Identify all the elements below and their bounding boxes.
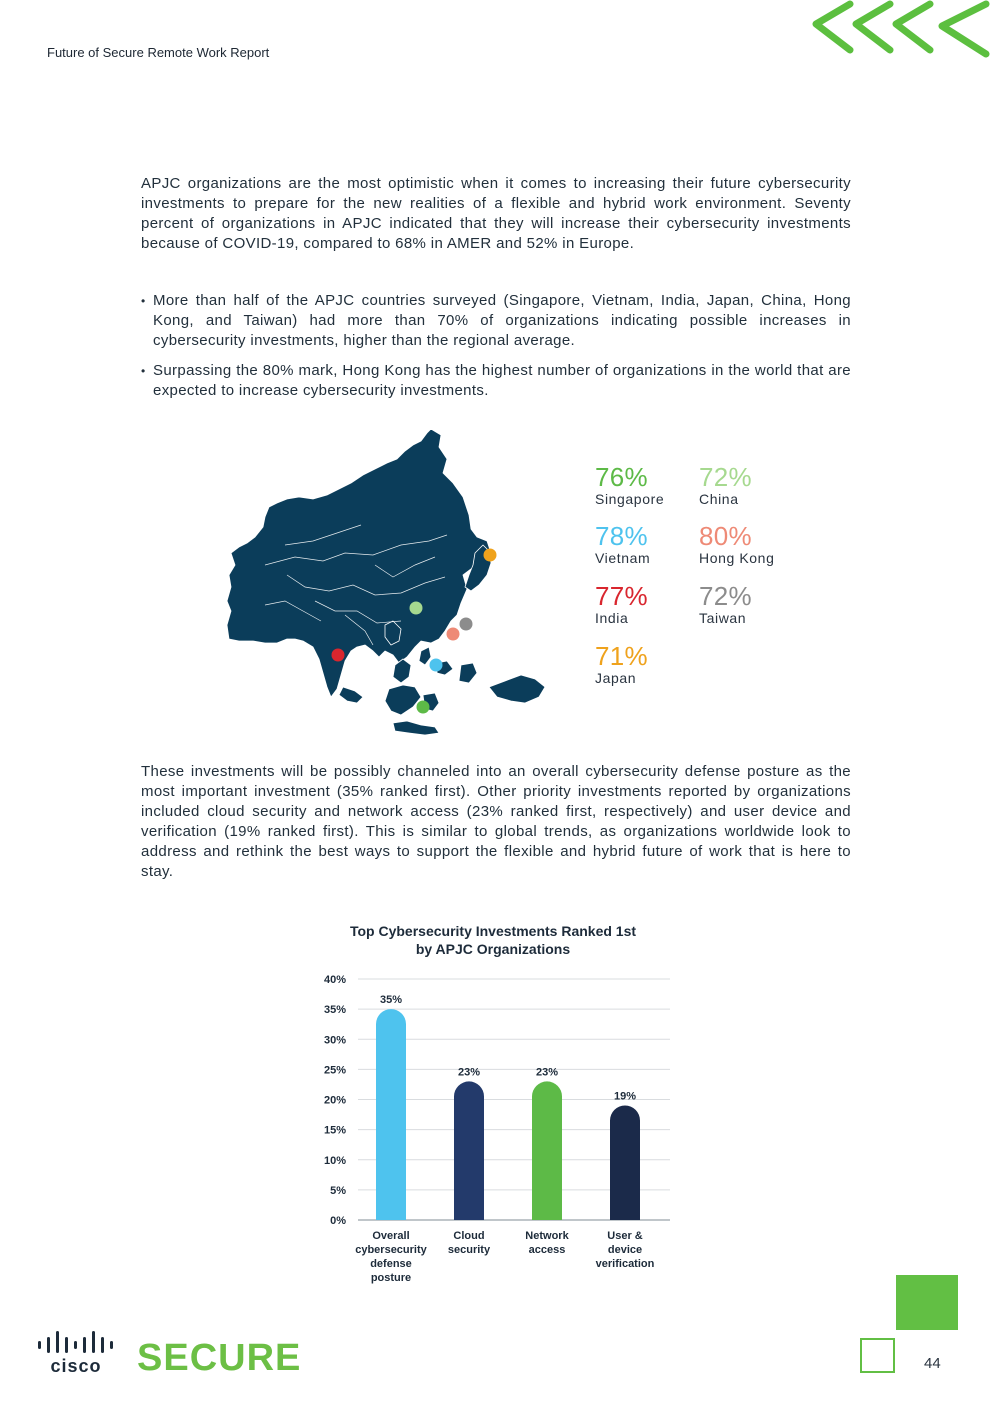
bar	[532, 1081, 562, 1220]
stat-china	[699, 463, 809, 507]
stat-taiwan	[699, 582, 809, 626]
stat-country: Hong Kong	[699, 550, 775, 566]
stat-percent: 71%	[595, 641, 648, 671]
y-tick-label: 30%	[323, 1034, 346, 1047]
investment-paragraph: These investments will be possibly channeled into an overall cybersecurity defense posture as the most important investment (35% ranked first). Other priority investments reported by organizations included cloud security and network access (23% ranked first, respectively) and user device and verification (19% ranked first). This is similar to global trends, as organizations worldwide look to address and rethink the best ways to support the flexible and hybrid future of work that is here to stay.	[141, 763, 851, 880]
y-tick-label: 0%	[330, 1215, 346, 1227]
bar-value-label: 23%	[457, 1066, 481, 1079]
bullet-list	[141, 291, 851, 411]
stat-percent: 72%	[699, 462, 752, 492]
stat-india	[595, 582, 705, 626]
y-tick-label: 15%	[323, 1124, 346, 1137]
bullet-item: • Surpassing the 80% mark, Hong Kong has the highest number of organizations in the world that are expected to increase cybersecurity investments.	[141, 361, 851, 401]
y-tick-label: 25%	[323, 1064, 346, 1077]
y-tick-label: 10%	[323, 1154, 346, 1167]
cisco-wordmark: cisco	[50, 1356, 102, 1376]
stat-vietnam	[595, 522, 705, 566]
x-tick-label: verification	[595, 1258, 655, 1270]
investment-bar-chart	[300, 915, 700, 1295]
x-tick-label: access	[528, 1244, 566, 1256]
taiwan-marker	[460, 618, 473, 631]
stat-country: India	[595, 610, 629, 626]
stat-japan	[595, 642, 705, 686]
bar-value-label: 23%	[535, 1066, 559, 1079]
stat-country: Taiwan	[699, 610, 747, 626]
x-tick-label: security	[447, 1244, 491, 1256]
bar	[376, 1009, 406, 1220]
stat-country: Singapore	[595, 491, 665, 507]
stat-singapore	[595, 463, 705, 507]
decorative-outline-square	[860, 1338, 895, 1373]
stat-country: Japan	[595, 670, 637, 686]
vietnam-marker	[430, 659, 443, 672]
stat-hong-kong	[699, 522, 809, 566]
x-tick-label: Cloud	[453, 1230, 485, 1242]
y-tick-label: 5%	[330, 1184, 346, 1197]
bar-value-label: 35%	[379, 994, 403, 1007]
y-tick-label: 35%	[323, 1004, 346, 1017]
japan-marker	[484, 549, 497, 562]
bullet-item: • More than half of the APJC countries surveyed (Singapore, Vietnam, India, Japan, China, Hong Kong, and Taiwan) had more than 70% of organizations indicating possible increases in cybersecurity investments, higher than the regional average.	[141, 291, 851, 351]
stat-percent: 72%	[699, 581, 752, 611]
bar-value-label: 19%	[613, 1090, 637, 1103]
x-tick-label: posture	[370, 1272, 412, 1284]
x-tick-label: defense	[370, 1258, 412, 1270]
x-tick-label: cybersecurity	[355, 1244, 427, 1256]
bar	[454, 1081, 484, 1220]
bar	[610, 1106, 640, 1220]
stat-country: China	[699, 491, 739, 507]
y-tick-label: 40%	[323, 974, 346, 986]
hongkong-marker	[447, 628, 460, 641]
decorative-green-square	[896, 1275, 958, 1330]
x-tick-label: device	[607, 1244, 643, 1256]
stat-percent: 80%	[699, 521, 752, 551]
apjc-map	[225, 425, 565, 740]
stat-country: Vietnam	[595, 550, 651, 566]
intro-paragraph: APJC organizations are the most optimistic when it comes to increasing their future cybersecurity investments to prepare for the new realities of a flexible and hybrid work environment. Seventy percent of organizations in APJC indicated that they will increase their cybersecurity investments because of COVID-19, compared to 68% in AMER and 52% in Europe.	[141, 175, 851, 252]
india-marker	[332, 649, 345, 662]
x-tick-label: Network	[525, 1230, 569, 1242]
stat-percent: 78%	[595, 521, 648, 551]
asia-landmass	[227, 429, 545, 735]
chart-title: Top Cybersecurity Investments Ranked 1st	[349, 923, 637, 939]
page-number: 44	[924, 1355, 941, 1372]
chart-title: by APJC Organizations	[415, 941, 571, 957]
y-tick-label: 20%	[323, 1094, 346, 1107]
stat-percent: 77%	[595, 581, 648, 611]
cisco-logo-icon	[38, 1328, 118, 1376]
x-tick-label: Overall	[372, 1230, 410, 1242]
singapore-marker	[417, 701, 430, 714]
china-marker	[410, 602, 423, 615]
report-title: Future of Secure Remote Work Report	[47, 45, 270, 60]
chevrons-decoration-icon	[808, 0, 992, 62]
x-tick-label: User &	[607, 1230, 643, 1242]
secure-wordmark: SECURE	[137, 1337, 302, 1379]
stat-percent: 76%	[595, 462, 648, 492]
